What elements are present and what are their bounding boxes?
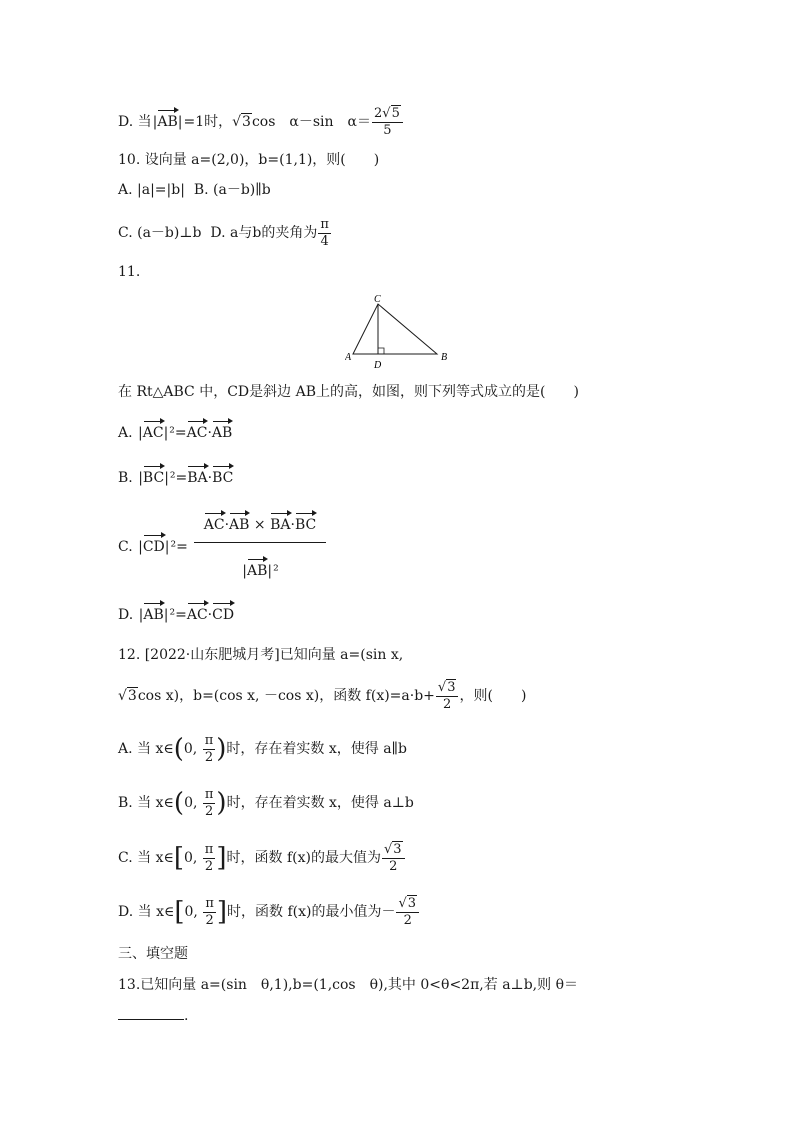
q11-stem: 在 Rt△ABC 中，CD是斜边 AB上的高，如图，则下列等式成立的是( )	[118, 384, 579, 400]
numerator: π	[204, 842, 214, 857]
q12-option-b	[118, 788, 414, 818]
numerator: π	[204, 733, 214, 748]
denominator: 2	[205, 803, 214, 819]
times: ×	[253, 517, 266, 533]
section-title: 三、填空题	[118, 946, 188, 962]
vector: CD	[212, 607, 235, 623]
denominator: 4	[320, 233, 329, 249]
q9-option-d: D. 当|AB|=1时，√3cos α－sin α＝ $\frac{2√5}{5}$	[118, 107, 404, 131]
vector: AC	[142, 425, 164, 441]
vector: AB	[246, 563, 268, 579]
vector: AC	[186, 607, 208, 623]
fraction: $\frac{2√5}{5}$	[372, 107, 403, 137]
q11-c-denominator: |AB|²	[242, 563, 279, 579]
q12-stem-line1: 12. [2022·山东肥城月考]已知向量 a=(sin x,	[118, 647, 404, 663]
text: 时，函数 f(x)的最大值为	[226, 850, 381, 867]
option-label: D. 当	[118, 114, 152, 131]
numerator: π	[320, 217, 329, 232]
bracket: (	[173, 788, 185, 819]
radicand: 3	[242, 114, 251, 131]
label-b: B	[441, 352, 448, 363]
q10-option-a: A. |a|=|b|	[118, 182, 185, 198]
label-a: A	[345, 352, 352, 363]
text: ，则( )	[459, 688, 527, 705]
text: ²=	[170, 539, 188, 555]
bracket: ]	[216, 897, 228, 928]
text: cos x)，b=(cos x, －cos x)，函数 f(x)=a·b+	[137, 688, 435, 705]
denominator: 2	[403, 912, 412, 928]
bracket: )	[216, 734, 227, 765]
bracket: [	[173, 843, 184, 874]
radicand: 3	[407, 896, 417, 911]
text: 0,	[184, 795, 198, 812]
vector-ab: AB	[157, 114, 178, 131]
denominator: 2	[205, 912, 214, 928]
q10-options-cd	[118, 218, 332, 248]
vector: BC	[212, 470, 234, 486]
text: cos α－sin α＝	[251, 114, 372, 131]
option-label: D. 当 x∈	[118, 904, 175, 921]
option-label: C. 当 x∈	[118, 850, 174, 867]
right-triangle-figure	[345, 292, 455, 372]
answer-blank[interactable]	[118, 1005, 184, 1020]
dot: ·	[207, 607, 213, 623]
vector: AB	[143, 607, 164, 623]
text: 时，存在着实数 x，使得 a⊥b	[226, 795, 414, 812]
text: ²=	[169, 470, 188, 486]
q12-option-c	[118, 843, 406, 873]
label-d: D	[374, 360, 382, 371]
q13-answer-line	[118, 1005, 188, 1026]
radicand: 3	[447, 680, 456, 695]
fraction	[203, 897, 216, 927]
bracket: )	[216, 788, 227, 819]
denominator: 2	[204, 749, 214, 765]
q11-option-c: C. |CD|²=	[118, 539, 188, 555]
vector: CD	[142, 539, 165, 555]
dot: ·	[207, 425, 212, 441]
q10-option-c: C. (a－b)⊥b	[118, 225, 202, 242]
bracket: ]	[216, 843, 227, 874]
vector: BC	[142, 470, 165, 486]
fraction	[318, 218, 331, 248]
vector: BC	[294, 517, 317, 533]
coef: 2	[374, 106, 383, 121]
dot: ·	[207, 470, 213, 486]
vector: AB	[229, 517, 250, 533]
option-label: B.	[118, 470, 133, 486]
radicand: 5	[391, 106, 400, 121]
bracket: [	[174, 897, 185, 928]
fraction: $\frac{√3}{2}$	[436, 681, 459, 711]
q11-option-b: B. |BC|²=BA·BC	[118, 470, 234, 486]
fraction	[203, 843, 216, 873]
q10-options-ab	[118, 180, 271, 200]
period: .	[184, 1008, 189, 1024]
text: 0,	[184, 904, 198, 921]
label-c: C	[374, 294, 381, 305]
q12-stem-line2: √3cos x)，b=(cos x, －cos x)，函数 f(x)=a·b+ $\frac{√3}{2}$ ，则( )	[118, 680, 527, 712]
q12-option-d	[118, 897, 420, 927]
option-label: A.	[118, 425, 133, 441]
text: =1时，	[183, 114, 233, 131]
power: ²	[273, 563, 279, 579]
option-label: C.	[118, 539, 133, 555]
q10-option-b: B. (a－b)∥b	[193, 182, 271, 198]
q10-option-d: D. a与b的夹角为	[210, 225, 318, 242]
option-label: D.	[118, 607, 134, 623]
denominator: 2	[389, 858, 398, 874]
bracket: (	[173, 734, 184, 765]
text: 0,	[183, 741, 198, 758]
fraction	[203, 788, 216, 818]
fraction: $\frac{√3}{2}$	[382, 843, 405, 873]
radicand: 3	[393, 842, 402, 857]
q12-option-a	[118, 734, 407, 764]
option-label: B. 当 x∈	[118, 795, 174, 812]
option-label: A. 当 x∈	[118, 741, 174, 758]
vector: AB	[211, 425, 233, 441]
radicand: 3	[127, 688, 137, 705]
q11-number: 11.	[118, 264, 141, 280]
text: 0,	[183, 850, 198, 867]
q13-stem: 13.已知向量 a=(sin θ,1),b=(1,cos θ),其中 0<θ<2π,若 a⊥b,则 θ＝	[118, 977, 578, 993]
fraction: $\frac{√3}{2}$	[396, 897, 419, 927]
text: ²=	[169, 425, 187, 441]
q11-option-d: D. |AB|²=AC·CD	[118, 607, 235, 623]
vector: AC	[186, 425, 208, 441]
denominator: 5	[383, 122, 392, 138]
fraction	[203, 734, 216, 764]
vector: AC	[203, 517, 225, 533]
text: ²=	[169, 607, 187, 623]
denominator: 2	[443, 696, 452, 712]
q11-option-a: A. |AC|²=AC·AB	[118, 425, 233, 441]
q11-c-numerator: AC·AB × BA·BC	[194, 515, 326, 543]
numerator: π	[205, 896, 214, 911]
numerator: π	[204, 787, 214, 802]
q10-stem: 10. 设向量 a=(2,0)，b=(1,1)，则( )	[118, 152, 380, 168]
vector: BA	[270, 517, 291, 533]
text: 时，存在着实数 x，使得 a∥b	[226, 741, 407, 758]
denominator: 2	[204, 858, 214, 874]
text: 时，函数 f(x)的最小值为－	[227, 904, 396, 921]
vector: BA	[187, 470, 208, 486]
